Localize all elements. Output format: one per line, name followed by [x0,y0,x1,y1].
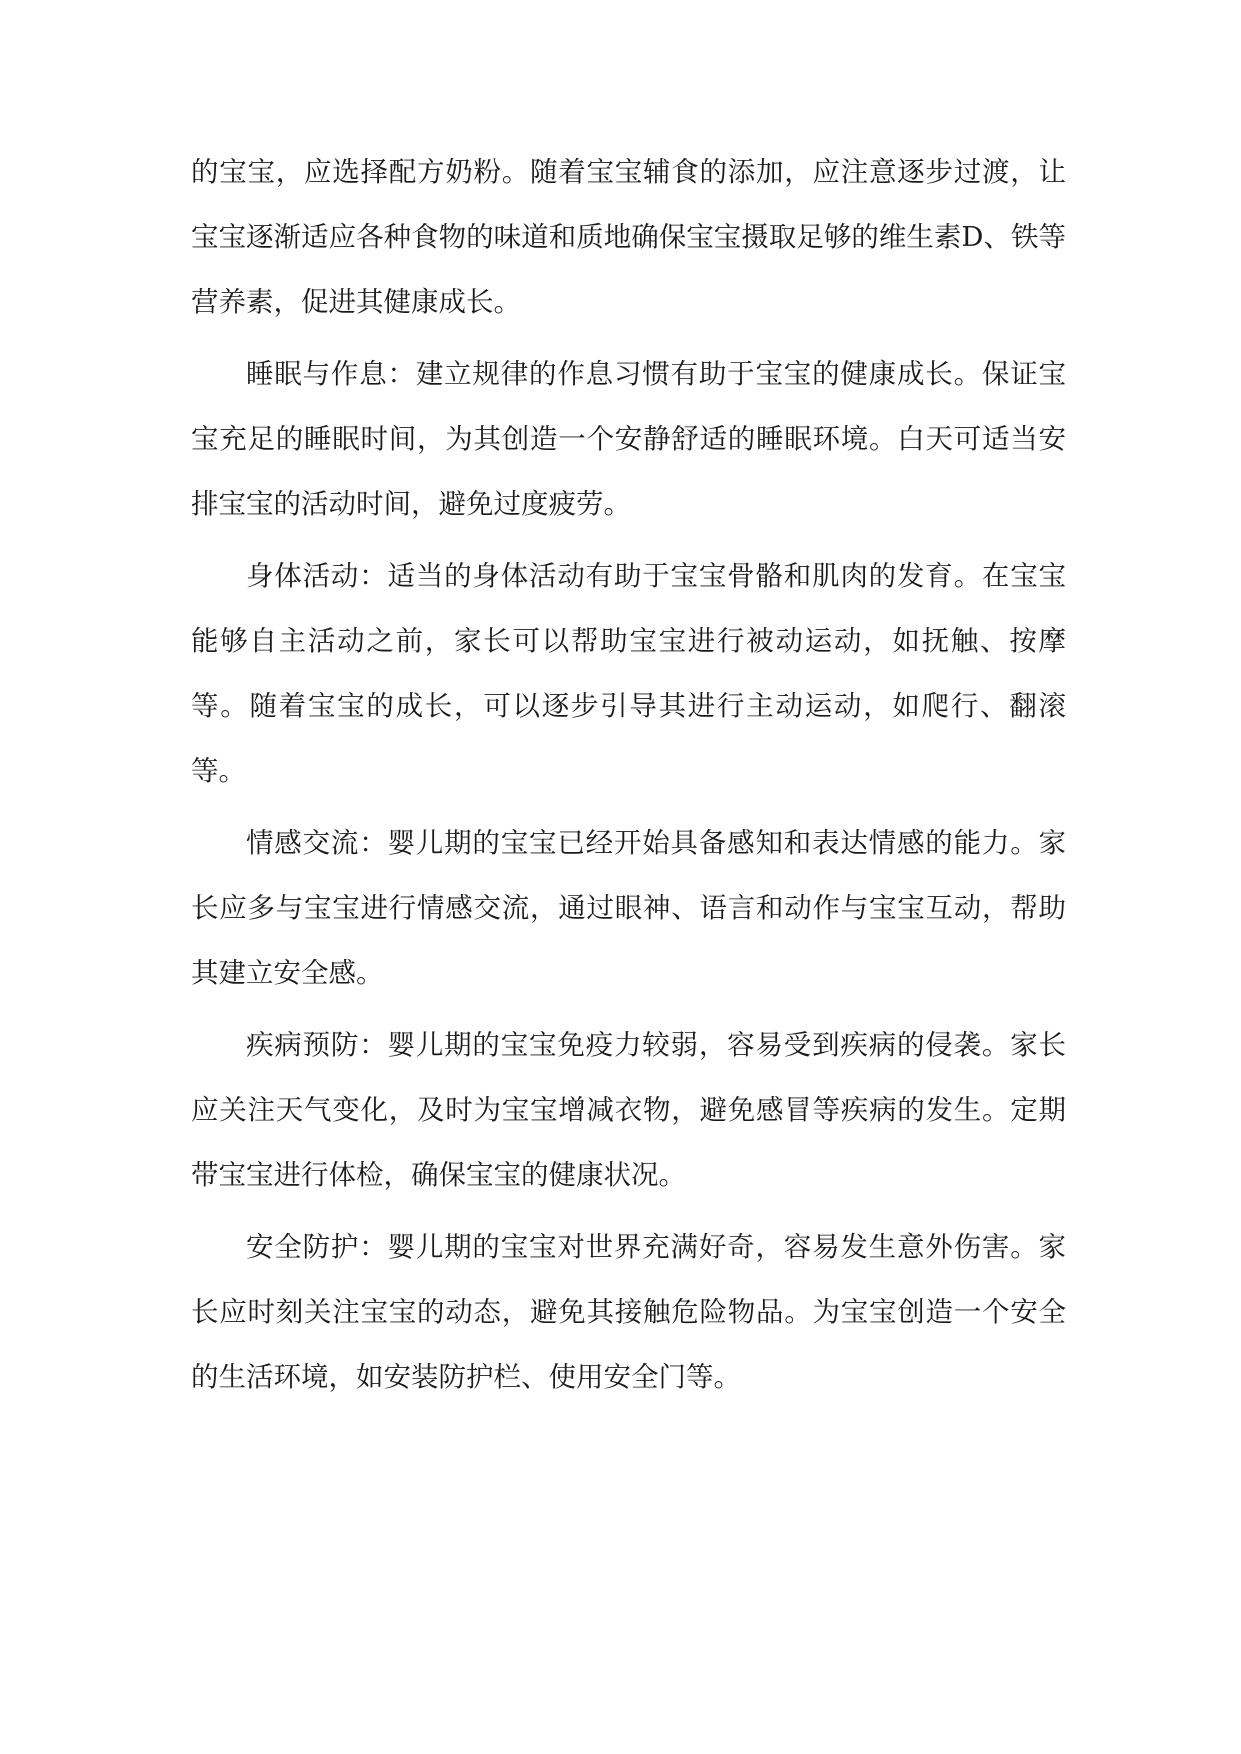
paragraph-emotional-communication: 情感交流：婴儿期的宝宝已经开始具备感知和表达情感的能力。家长应多与宝宝进行情感交流，通过眼神、语言和动作与宝宝互动，帮助其建立安全感。 [191,827,1066,989]
document-body [191,140,1066,1417]
paragraph-physical-activity: 身体活动：适当的身体活动有助于宝宝骨骼和肌肉的发育。在宝宝能够自主活动之前，家长可以帮助宝宝进行被动运动，如抚触、按摩等。随着宝宝的成长，可以逐步引导其进行主动运动，如爬行、翻滚等。 [191,560,1066,787]
paragraph-sleep: 睡眠与作息：建立规律的作息习惯有助于宝宝的健康成长。保证宝宝充足的睡眠时间，为其创造一个安静舒适的睡眠环境。白天可适当安排宝宝的活动时间，避免过度疲劳。 [191,358,1066,520]
paragraph-disease-prevention: 疾病预防：婴儿期的宝宝免疫力较弱，容易受到疾病的侵袭。家长应关注天气变化，及时为宝宝增减衣物，避免感冒等疾病的发生。定期带宝宝进行体检，确保宝宝的健康状况。 [191,1029,1066,1191]
paragraph-feeding-continued: 的宝宝，应选择配方奶粉。随着宝宝辅食的添加，应注意逐步过渡，让宝宝逐渐适应各种食物的味道和质地确保宝宝摄取足够的维生素D、铁等营养素，促进其健康成长。 [191,156,1066,318]
paragraph-safety: 安全防护：婴儿期的宝宝对世界充满好奇，容易发生意外伤害。家长应时刻关注宝宝的动态，避免其接触危险物品。为宝宝创造一个安全的生活环境，如安装防护栏、使用安全门等。 [191,1231,1066,1393]
